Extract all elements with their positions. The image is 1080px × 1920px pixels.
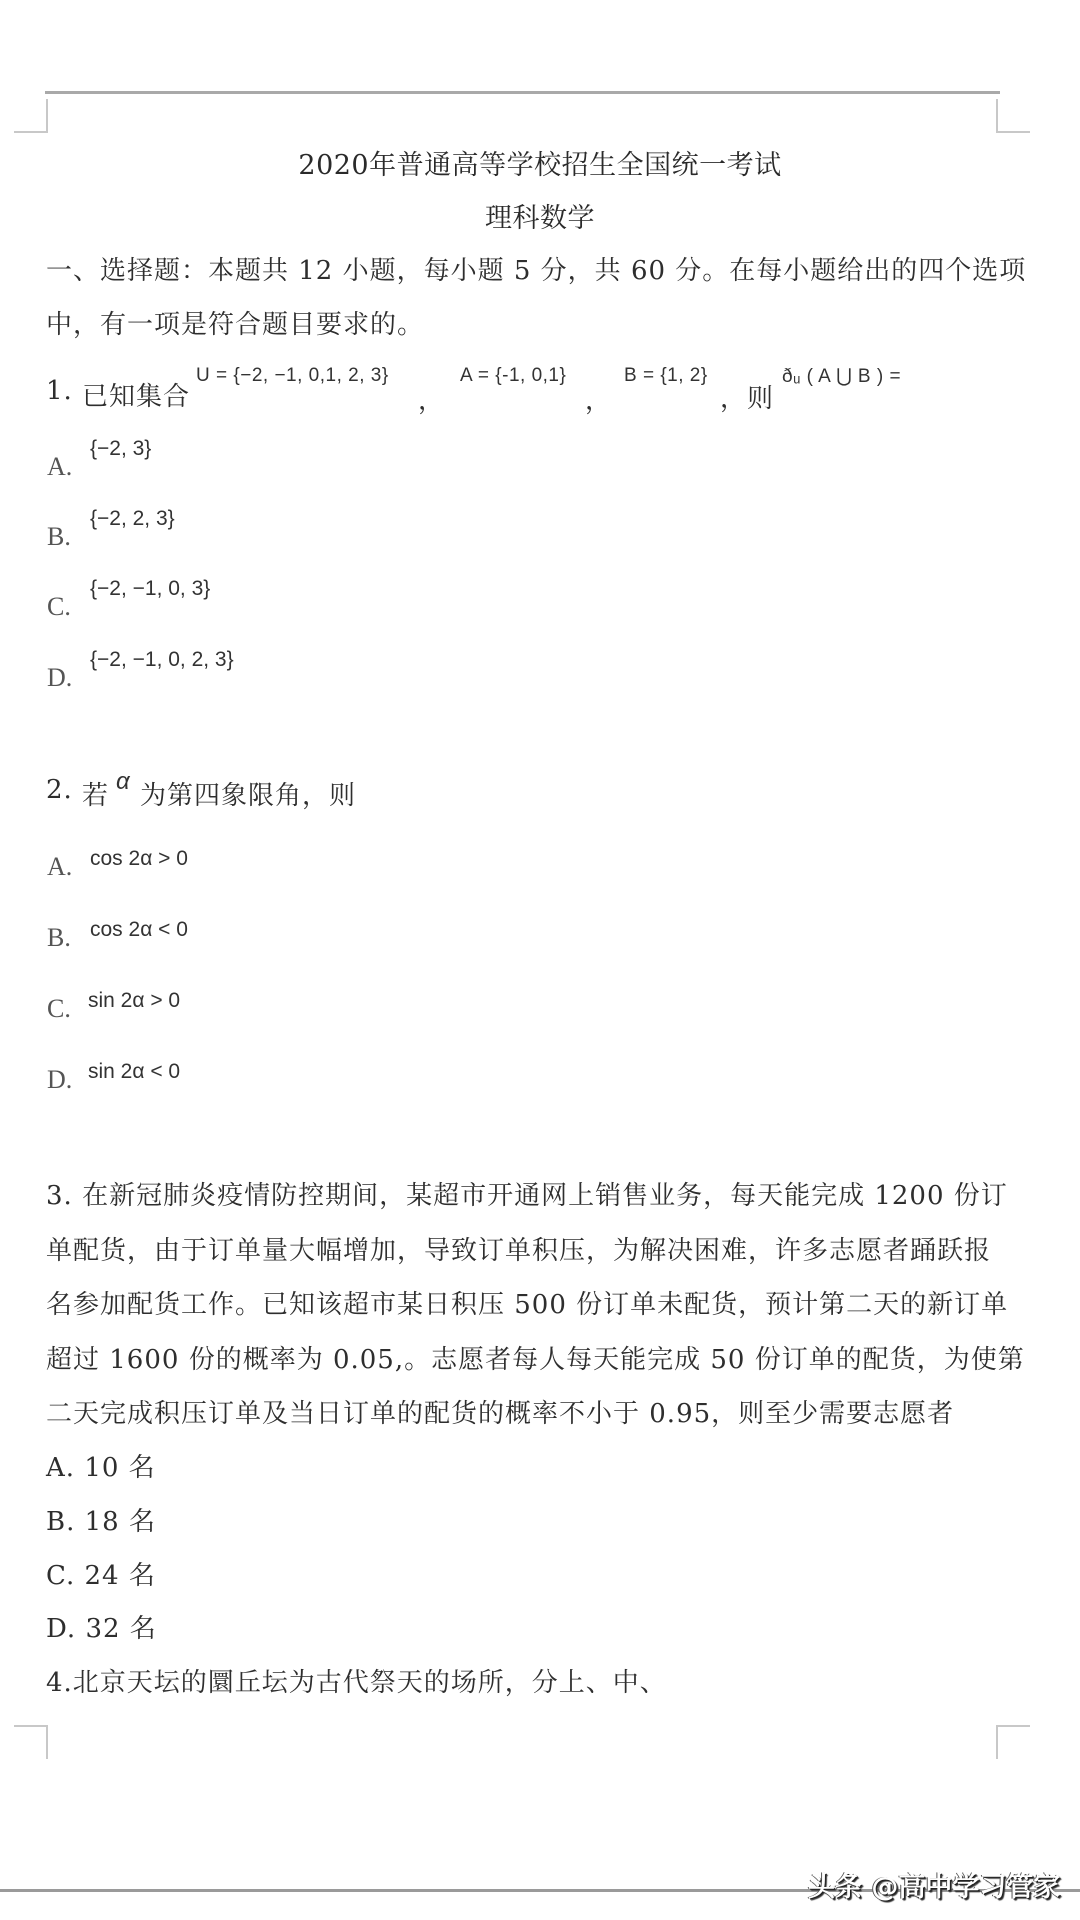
corner-mark-bottom-left-h	[14, 1725, 48, 1727]
document-subtitle: 理科数学	[485, 203, 595, 234]
set-A-formula: A = {-1, 0,1}	[460, 365, 567, 386]
q3-option-b-letter: B.	[46, 1507, 76, 1537]
q1-option-c-letter: C.	[47, 592, 71, 621]
corner-mark-top-right-h	[996, 131, 1030, 133]
set-U-formula: U = {−2, −1, 0,1, 2, 3}	[196, 365, 389, 386]
q2-option-c-value: sin 2α > 0	[88, 989, 181, 1012]
corner-mark-bottom-left-v	[46, 1725, 48, 1759]
question-3-line-3: 名参加配货工作。已知该超市某日积压 500 份订单未配货，预计第二天的新订单	[46, 1290, 1009, 1320]
question-3-line-1: 3. 在新冠肺炎疫情防控期间，某超市开通网上销售业务，每天能完成 1200 份订	[46, 1181, 1008, 1211]
q3-option-a	[46, 1447, 156, 1484]
question-4-text: 4.北京天坛的圜丘坛为古代祭天的场所，分上、中、	[46, 1668, 667, 1698]
separator-3: ，则	[720, 384, 775, 414]
q2-option-c-letter: C.	[47, 994, 71, 1023]
q3-option-d-value: 32 名	[85, 1614, 157, 1644]
section-intro-line-1: 一、选择题：本题共 12 小题，每小题 5 分，共 60 分。在每小题给出的四个选项	[46, 256, 1027, 286]
q2-option-a-value: cos 2α > 0	[90, 847, 188, 870]
question-2-stem-post: 为第四象限角，则	[140, 781, 357, 811]
q1-option-b-letter: B.	[47, 522, 71, 551]
q2-option-a-letter: A.	[47, 852, 73, 881]
question-2-stem-pre: 若	[82, 781, 110, 811]
q1-option-a-value: {−2, 3}	[90, 437, 152, 460]
corner-mark-top-left-v	[46, 99, 48, 133]
q1-option-b-value: {−2, 2, 3}	[90, 507, 175, 530]
q3-option-b-value: 18 名	[84, 1507, 156, 1537]
watermark-text: 头条 @高中学习管家	[808, 1872, 1061, 1903]
q3-option-d	[46, 1608, 157, 1645]
question-1-number: 1.	[46, 376, 73, 406]
q3-option-a-value: 10 名	[84, 1453, 156, 1483]
q1-option-c-value: {−2, −1, 0, 3}	[90, 577, 211, 600]
question-3-line-5: 二天完成积压订单及当日订单的配货的概率不小于 0.95，则至少需要志愿者	[46, 1399, 955, 1429]
set-B-formula: B = {1, 2}	[624, 365, 708, 386]
q3-option-a-letter: A.	[46, 1453, 76, 1483]
document-title: 2020年普通高等学校招生全国统一考试	[298, 150, 782, 181]
q3-option-c	[46, 1555, 156, 1592]
corner-mark-bottom-right-h	[996, 1725, 1030, 1727]
complement-union-formula: ðᵤ ( A ⋃ B ) =	[782, 366, 902, 387]
alpha-symbol: α	[116, 768, 131, 795]
q3-option-b	[46, 1501, 156, 1538]
q1-option-a-letter: A.	[47, 452, 73, 481]
q2-option-b-letter: B.	[47, 923, 71, 952]
q3-option-d-letter: D.	[46, 1614, 77, 1644]
q1-option-d-letter: D.	[47, 663, 73, 692]
q2-option-d-value: sin 2α < 0	[88, 1060, 181, 1083]
question-3-line-4: 超过 1600 份的概率为 0.05,。志愿者每人每天能完成 50 份订单的配货，为使第	[46, 1345, 1025, 1375]
top-page-rule	[45, 91, 1000, 94]
q1-option-d-value: {−2, −1, 0, 2, 3}	[90, 648, 234, 671]
corner-mark-bottom-right-v	[996, 1725, 998, 1759]
corner-mark-top-left-h	[14, 131, 48, 133]
section-intro-line-2: 中，有一项是符合题目要求的。	[46, 310, 425, 340]
question-3-line-2: 单配货，由于订单量大幅增加，导致订单积压，为解决困难，许多志愿者踊跃报	[46, 1236, 992, 1266]
q2-option-d-letter: D.	[47, 1065, 73, 1094]
q3-option-c-value: 24 名	[84, 1561, 156, 1591]
question-2-number: 2.	[46, 775, 73, 805]
q3-option-c-letter: C.	[46, 1561, 76, 1591]
question-1-stem: 已知集合	[82, 382, 191, 412]
q2-option-b-value: cos 2α < 0	[90, 918, 188, 941]
corner-mark-top-right-v	[996, 99, 998, 133]
separator-1: ，	[418, 386, 446, 416]
separator-2: ，	[585, 386, 613, 416]
